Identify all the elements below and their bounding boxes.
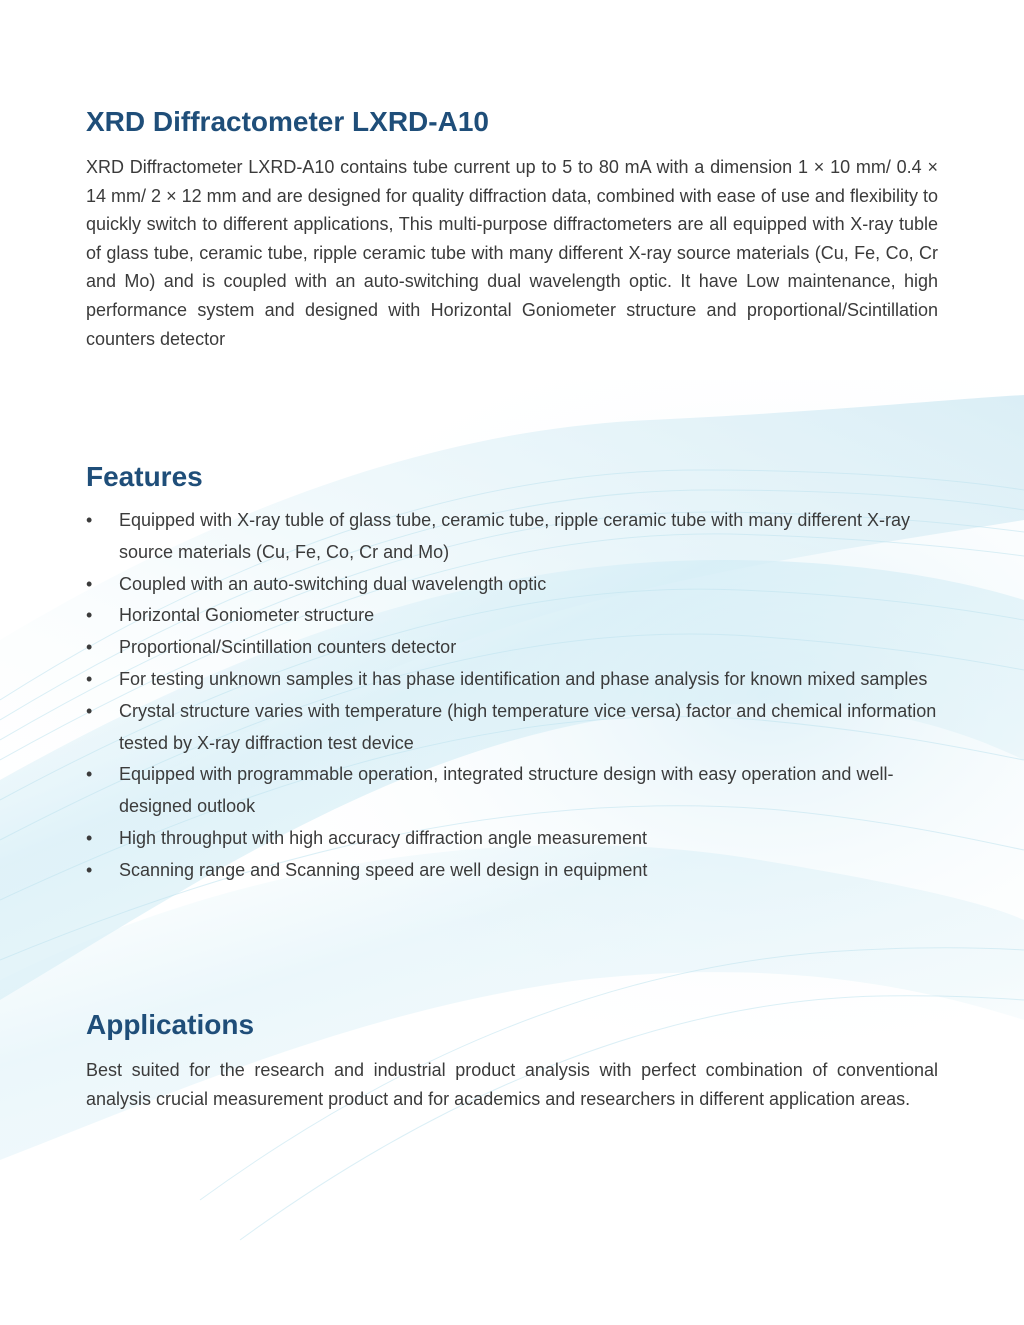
features-heading: Features	[86, 461, 203, 492]
applications-description: Best suited for the research and industrial product analysis with perfect combination of conventional analysis crucial measurement product and for academics and researchers in different application areas.	[86, 1060, 938, 1109]
feature-item	[86, 600, 938, 632]
feature-text: Proportional/Scintillation counters detector	[119, 637, 457, 658]
feature-item	[86, 696, 938, 760]
feature-text: Equipped with X-ray tuble of glass tube, ceramic tube, ripple ceramic tube with many different X-ray source materials (Cu, Fe, Co, Cr and Mo)	[119, 510, 911, 562]
feature-text: Coupled with an auto-switching dual wavelength optic	[119, 573, 547, 594]
product-description: XRD Diffractometer LXRD-A10 contains tube current up to 5 to 80 mA with a dimension 1 × 10 mm/ 0.4 × 14 mm/ 2 × 12 mm and are designed for quality diffraction data, combined with ease of use and flexibility to quickly switch to different applications, This multi-purpose diffractometers are all equipped with X-ray tuble of glass tube, ceramic tube, ripple ceramic tube with many different X-ray source materials (Cu, Fe, Co, Cr and Mo) and is coupled with an auto-switching dual wavelength optic. It have Low maintenance, high performance system and designed with Horizontal Goniometer structure and proportional/Scintillation counters detector	[86, 157, 938, 349]
bullet-icon: •	[86, 605, 93, 626]
feature-text: Horizontal Goniometer structure	[119, 605, 375, 626]
feature-item	[86, 632, 938, 664]
bullet-icon: •	[86, 510, 93, 530]
feature-text: Scanning range and Scanning speed are well design in equipment	[119, 859, 648, 880]
feature-item	[86, 505, 938, 569]
feature-item	[86, 823, 938, 855]
bullet-icon: •	[86, 668, 93, 689]
feature-item	[86, 759, 938, 823]
feature-text: High throughput with high accuracy diffraction angle measurement	[119, 827, 647, 848]
feature-text: For testing unknown samples it has phase identification and phase analysis for known mixed samples	[119, 668, 928, 689]
bullet-icon: •	[86, 637, 93, 658]
bullet-icon: •	[86, 700, 93, 721]
feature-text: Equipped with programmable operation, integrated structure design with easy operation and well-designed outlook	[119, 764, 894, 817]
bullet-icon: •	[86, 827, 93, 848]
feature-item	[86, 664, 938, 696]
feature-item	[86, 569, 938, 601]
feature-item	[86, 855, 938, 887]
bullet-icon: •	[86, 764, 93, 785]
applications-heading: Applications	[86, 1009, 255, 1040]
features-list	[86, 505, 938, 887]
bullet-icon: •	[86, 573, 93, 594]
product-title: XRD Diffractometer LXRD-A10	[86, 106, 489, 137]
feature-text: Crystal structure varies with temperature (high temperature vice versa) factor and chemical information tested by X-ray diffraction test device	[119, 700, 937, 753]
bullet-icon: •	[86, 859, 93, 880]
